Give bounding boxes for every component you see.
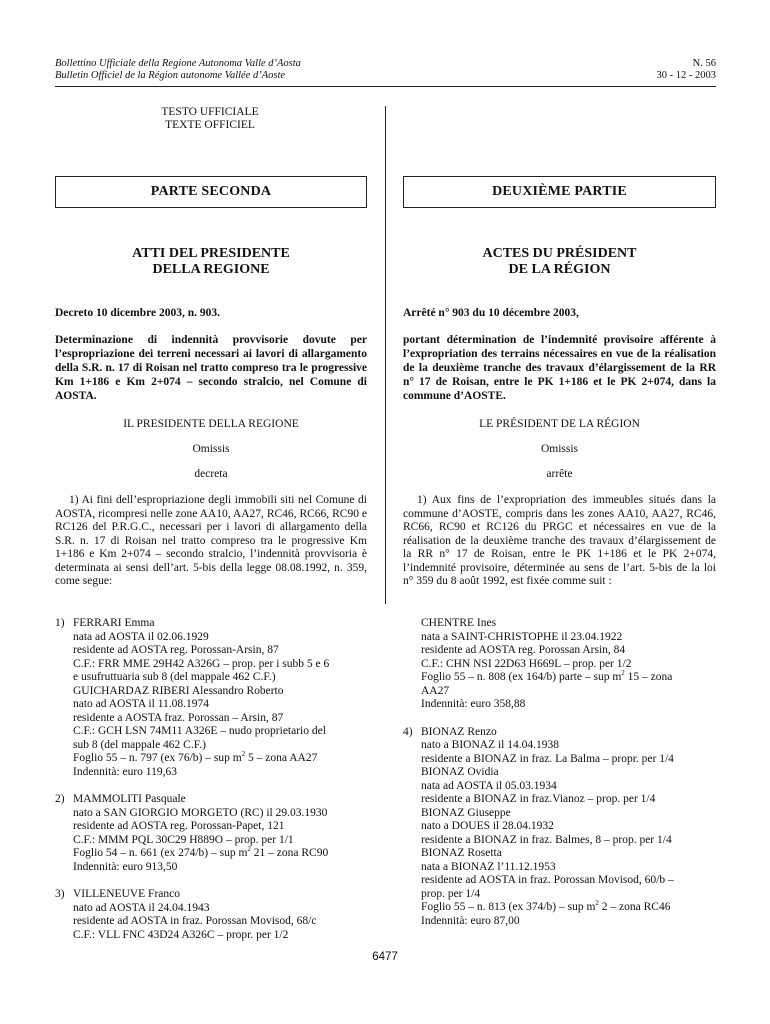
decree-heading-it: Decreto 10 dicembre 2003, n. 903.	[55, 307, 221, 319]
list-item-line: nato a SAN GIORGIO MORGETO (RC) il 29.03.1930	[73, 806, 328, 819]
issue-date: 30 - 12 - 2003	[656, 70, 716, 81]
list-item-line: nata a BIONAZ l’11.12.1953	[421, 860, 556, 873]
list-item-line: nato ad AOSTA il 24.04.1943	[73, 901, 210, 914]
list-item-line: Indennità: euro 358,88	[421, 698, 526, 710]
list-item-line: nata ad AOSTA il 05.03.1934	[421, 779, 557, 792]
list-item-number: 1)	[55, 617, 65, 629]
list-item-line: BIONAZ Giuseppe	[421, 806, 511, 819]
list-item-line: sub 8 (del mappale 462 C.F.)	[73, 738, 206, 751]
expropriation-list-right	[403, 617, 719, 942]
column-divider-upper	[385, 106, 386, 604]
list-item-line: e usufruttuaria sub 8 (del mappale 462 C.F.)	[73, 671, 276, 683]
president-it: IL PRESIDENTE DELLA REGIONE	[123, 418, 299, 430]
list-item	[55, 617, 373, 779]
list-item-line: residente a AOSTA fraz. Porossan – Arsin, 87	[73, 711, 284, 724]
list-item-line: residente a BIONAZ in fraz. Balmes, 8 – prop. per 1/4	[421, 833, 672, 846]
list-item-line: prop. per 1/4	[421, 887, 481, 900]
list-item-line: nato ad AOSTA il 11.08.1974	[73, 698, 210, 710]
list-item-line: CHENTRE Ines	[421, 617, 497, 629]
texte-officiel: TEXTE OFFICIEL	[165, 118, 255, 131]
part-box-it-label: PARTE SECONDA	[150, 184, 272, 199]
section-title-it	[55, 246, 367, 278]
list-item	[55, 793, 373, 874]
section-title-fr-line2: DE LA RÉGION	[508, 262, 611, 277]
page-number: 6477	[372, 951, 398, 963]
issue-number: N. 56	[692, 58, 716, 69]
list-item-line: BIONAZ Ovidia	[421, 766, 499, 778]
part-box-it	[55, 176, 367, 208]
list-item-line: Indennità: euro 913,50	[73, 860, 178, 873]
list-item-line: residente a BIONAZ in fraz. La Balma – propr. per 1/4	[421, 752, 674, 765]
paragraph-1-fr: 1) Aux fins de l’expropriation des immeubles situés dans la commune d’AOSTE, compris dans les zones AA10, AA27, RC46, RC66, RC90 et RC126 du PRGC et nécessaires en vue de la réalisation de la deuxième tranche des travaux d’élargissement de la RR n° 17 de Roisan, entre le PK 1+186 et le PK 2+074, l’indemnité provisoire, déterminée au sens de l’art. 5-bis de la loi n° 359 du 8 août 1992, est fixée comme suit :	[403, 494, 716, 587]
list-item-line: AA27	[421, 684, 450, 697]
part-box-fr-label: DEUXIÈME PARTIE	[492, 184, 627, 199]
decree-subject-fr: portant détermination de l’indemnité provisoire afférente à l’expropriation des terrains nécessaires en vue de la réalisation de la deuxième tranche des travaux d’élargissement de la RR n° 17 de Roisan, entre le PK 1+186 et le PK 2+074, dans la commune d’AOSTE.	[403, 334, 716, 402]
list-item-line: Foglio 55 – n. 797 (ex 76/b) – sup $m^2$ 5 – zona AA27	[73, 750, 318, 764]
running-header-left	[55, 58, 455, 82]
omissis-it: Omissis	[192, 443, 230, 455]
decree-subject-it: Determinazione di indennità provvisorie dovute per l’espropriazione dei terreni necessari ai lavori di allargamento della S.R. n. 17 di Roisan nel tratto compreso tra le progressive Km 1+186 e Km 2+074 – secondo stralcio, nel Comune di AOSTA.	[55, 334, 367, 402]
list-item-line: C.F.: FRR MME 29H42 A326G – prop. per i subb 5 e 6	[73, 657, 330, 670]
list-item-line: FERRARI Emma	[73, 617, 155, 629]
expropriation-list-left	[55, 617, 373, 956]
official-text-label	[55, 106, 365, 131]
decree-heading-fr: Arrêté n° 903 du 10 décembre 2003,	[403, 307, 579, 319]
part-box-fr	[403, 176, 716, 208]
header-rule	[55, 86, 716, 87]
list-item-line: nato a BIONAZ il 14.04.1938	[421, 739, 559, 751]
list-item-line: MAMMOLITI Pasquale	[73, 793, 186, 805]
decreta-label: decreta	[194, 468, 228, 480]
list-item-line: C.F.: MMM PQL 30C29 H889O – prop. per 1/1	[73, 833, 294, 846]
header-it: Bollettino Ufficiale della Regione Autonoma Valle d’Aosta	[55, 58, 301, 69]
list-item-line: residente a BIONAZ in fraz.Vianoz – prop. per 1/4	[421, 793, 656, 805]
list-item-line: nata a SAINT-CHRISTOPHE il 23.04.1922	[421, 630, 623, 643]
list-item-number: 4)	[403, 725, 413, 738]
list-item-line: BIONAZ Renzo	[421, 725, 497, 738]
list-item-line: Indennità: euro 87,00	[421, 914, 520, 927]
section-title-it-line2: DELLA REGIONE	[152, 262, 270, 277]
testo-ufficiale: TESTO UFFICIALE	[161, 106, 259, 118]
list-item-line: residente ad AOSTA reg. Porossan-Papet, 121	[73, 820, 285, 832]
list-item-line: Foglio 55 – n. 813 (ex 374/b) – sup $m^2$ 2 – zona RC46	[421, 899, 671, 913]
list-item-line: nata ad AOSTA il 02.06.1929	[73, 630, 209, 643]
arrete-label: arrête	[546, 468, 573, 480]
omissis-fr: Omissis	[540, 443, 579, 455]
list-item-line: residente ad AOSTA reg. Porossan-Arsin, 87	[73, 644, 279, 656]
header-fr: Bulletin Officiel de la Région autonome Vallée d’Aoste	[55, 70, 286, 81]
list-item-line: VILLENEUVE Franco	[73, 888, 180, 900]
list-item	[403, 726, 719, 929]
list-item-line: C.F.: CHN NSI 22D63 H669L – prop. per 1/2	[421, 657, 632, 670]
list-item-line: Indennità: euro 119,63	[73, 765, 178, 778]
list-item-line: GUICHARDAZ RIBERI Alessandro Roberto	[73, 684, 284, 697]
list-item-line: residente ad AOSTA reg. Porossan Arsin, 84	[421, 644, 626, 656]
list-item	[55, 888, 373, 942]
section-title-fr	[403, 246, 716, 278]
list-item-line: Foglio 55 – n. 808 (ex 164/b) parte – sup $m^2$ 15 – zona	[421, 669, 673, 683]
section-title-fr-line1: ACTES DU PRÉSIDENT	[482, 246, 637, 261]
list-item-number: 2)	[55, 793, 65, 805]
list-item-line: BIONAZ Rosetta	[421, 847, 502, 859]
running-header-right	[560, 58, 716, 82]
president-fr: LE PRÉSIDENT DE LA RÉGION	[479, 418, 640, 430]
list-item-line: residente ad AOSTA in fraz. Porossan Movisod, 68/c	[73, 915, 317, 927]
list-item-line: residente ad AOSTA in fraz. Porossan Movisod, 60/b –	[421, 874, 674, 886]
list-item	[403, 617, 719, 712]
list-item-line: nato a DOUES il 28.04.1932	[421, 820, 554, 832]
list-item-number: 3)	[55, 888, 65, 900]
paragraph-1-it: 1) Ai fini dell’espropriazione degli immobili siti nel Comune di AOSTA, ricompresi nelle zone AA10, AA27, RC46, RC66, RC90 e RC126 del P.R.G.C., necessari per i lavori di allargamento della S.R. n. 17 di Roisan nel tratto compreso tra le progressive Km 1+186 e Km 2+074 – secondo stralcio, l’indennità provvisoria è determinata ai sensi dell’art. 5-bis della legge 08.08.1992, n. 359, come segue:	[55, 494, 367, 587]
list-item-line: C.F.: VLL FNC 43D24 A326C – propr. per 1/2	[73, 928, 289, 941]
section-title-it-line1: ATTI DEL PRESIDENTE	[132, 246, 290, 261]
list-item-line: Foglio 54 – n. 661 (ex 274/b) – sup $m^2$ 21 – zona RC90	[73, 845, 329, 859]
list-item-line: C.F.: GCH LSN 74M11 A326E – nudo proprietario del	[73, 725, 326, 737]
